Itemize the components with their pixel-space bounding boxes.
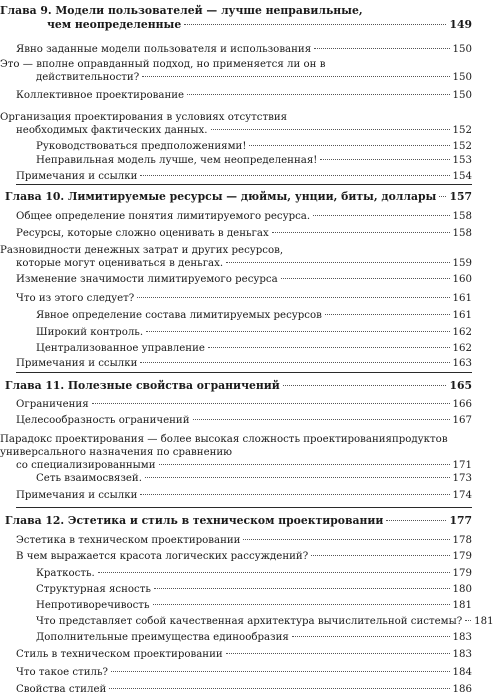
toc-entry-title-continued: со специализированными (16, 460, 156, 471)
dot-leader (243, 539, 449, 540)
page-number: 150 (452, 72, 472, 83)
page-number: 171 (452, 460, 472, 471)
toc-entry-title: Краткость. (36, 568, 95, 579)
toc-entry[interactable] (0, 244, 482, 269)
toc-entry-title: Примечания и ссылки (16, 490, 138, 501)
page-number: 162 (452, 327, 472, 338)
toc-entry-title: Неправильная модель лучше, чем неопределенная! (36, 155, 318, 166)
chapter-divider (16, 507, 472, 508)
dot-leader (92, 403, 450, 404)
dot-leader (320, 159, 449, 160)
toc-entry-title: Общее определение понятия лимитируемого ресурса. (16, 211, 311, 222)
page-number: 157 (449, 190, 472, 203)
toc-entry-title: Эстетика в техническом проектировании (16, 535, 241, 546)
dot-leader (146, 331, 449, 332)
toc-entry[interactable] (0, 58, 482, 83)
toc-entry-title: Глава 9. Модели пользователей — лучше неправильные, (0, 4, 363, 17)
toc-entry-title-continued: чем неопределенные (47, 18, 182, 31)
page-number: 162 (452, 343, 472, 354)
toc-entry-title-continued: действительности? (36, 72, 140, 83)
toc-entry-title: Изменение значимости лимитируемого ресурса (16, 274, 278, 285)
page-number: 165 (449, 379, 472, 392)
toc-entry-title: Руководствоваться предположениями! (36, 141, 247, 152)
toc-entry-title: Глава 12. Эстетика и стиль в техническом проектировании (5, 514, 384, 527)
page-number: 152 (452, 141, 472, 152)
dot-leader (140, 494, 449, 495)
toc-entry-title: Это — вполне оправданный подход, но применяется ли он в (0, 59, 326, 70)
dot-leader (159, 464, 450, 465)
page-number: 177 (449, 514, 472, 527)
toc-entry-title: Что представляет собой качественная архитектура вычислительной системы? (36, 616, 463, 627)
page-number: 158 (452, 211, 472, 222)
page-number: 181 (452, 600, 472, 611)
dot-leader (109, 688, 449, 689)
toc-entry-title: Дополнительные преимущества единообразия (36, 632, 289, 643)
dot-leader (98, 572, 450, 573)
toc-entry-title: Парадокс проектирования — более высокая сложность проектирования (0, 434, 392, 445)
dot-leader (140, 175, 449, 176)
dot-leader (154, 588, 450, 589)
toc-entry-title: Структурная ясность (36, 584, 151, 595)
dot-leader (184, 24, 446, 25)
page-number: 154 (452, 171, 472, 182)
page-number: 161 (452, 293, 472, 304)
dot-leader (325, 314, 450, 315)
toc-entry-title: Коллективное проектирование (16, 90, 185, 101)
dot-leader (208, 347, 450, 348)
page-number: 179 (452, 568, 472, 579)
page-number: 167 (452, 415, 472, 426)
page-number: 184 (452, 667, 472, 678)
dot-leader (153, 604, 450, 605)
dot-leader (226, 653, 450, 654)
toc-entry[interactable] (0, 111, 482, 136)
toc-entry-title: Разновидности денежных затрат и других ресурсов, (0, 245, 284, 256)
dot-leader (281, 278, 450, 279)
toc-entry-title: Глава 10. Лимитируемые ресурсы — дюймы, унции, биты, доллары (5, 190, 437, 203)
toc-chapter[interactable] (0, 4, 482, 31)
toc-entry-title: Что такое стиль? (16, 667, 108, 678)
dot-leader (211, 129, 450, 130)
dot-leader (226, 262, 449, 263)
dot-leader (272, 232, 450, 233)
toc-entry-title: Явное определение состава лимитируемых ресурсов (36, 310, 322, 321)
dot-leader (193, 419, 450, 420)
dot-leader (140, 362, 449, 363)
dot-leader (111, 671, 450, 672)
dot-leader (465, 620, 471, 621)
toc-entry-title: Широкий контроль. (36, 327, 144, 338)
page-number: 183 (452, 632, 472, 643)
dot-leader (137, 297, 449, 298)
page-number: 183 (452, 649, 472, 660)
toc-entry-title: Ресурсы, которые сложно оценивать в деньгах (16, 228, 269, 239)
dot-leader (142, 76, 449, 77)
page-number: 150 (452, 90, 472, 101)
page-number: 186 (452, 684, 472, 695)
page-number: 180 (452, 584, 472, 595)
toc-entry-title: В чем выражается красота логических рассуждений? (16, 551, 309, 562)
page-number: 166 (452, 399, 472, 410)
toc-entry-title: Примечания и ссылки (16, 358, 138, 369)
page-number: 178 (452, 535, 472, 546)
toc-entry-title: Свойства стилей (16, 684, 107, 695)
toc-entry-title: Целесообразность ограничений (16, 415, 190, 426)
page-number: 153 (452, 155, 472, 166)
dot-leader (311, 555, 449, 556)
toc-entry-title-continued: необходимых фактических данных. (16, 125, 208, 136)
dot-leader (292, 636, 450, 637)
toc-entry[interactable] (0, 433, 482, 471)
page-number: 160 (452, 274, 472, 285)
chapter-divider (16, 372, 472, 373)
toc-entry-title: Стиль в техническом проектировании (16, 649, 223, 660)
page-number: 161 (452, 310, 472, 321)
page-number: 152 (452, 125, 472, 136)
toc-entry-title-continued: которые могут оцениваться в деньгах. (16, 258, 224, 269)
page-number: 149 (449, 18, 472, 31)
toc-entry-title: Что из этого следует? (16, 293, 135, 304)
toc-entry-title-continued: продуктов универсального назначения по сравнению (0, 434, 448, 458)
dot-leader (314, 48, 449, 49)
page-number: 159 (452, 258, 472, 269)
toc-entry-title: Ограничения (16, 399, 89, 410)
toc-entry-title: Сеть взаимосвязей. (36, 473, 142, 484)
dot-leader (386, 520, 446, 521)
toc-entry-title: Явно заданные модели пользователя и использования (16, 44, 312, 55)
page-number: 174 (452, 490, 472, 501)
toc-entry-title: Примечания и ссылки (16, 171, 138, 182)
page-number: 173 (452, 473, 472, 484)
dot-leader (249, 145, 449, 146)
toc-entry-title: Глава 11. Полезные свойства ограничений (5, 379, 280, 392)
dot-leader (145, 477, 450, 478)
dot-leader (187, 94, 449, 95)
page-number: 158 (452, 228, 472, 239)
toc-entry-title: Непротиворечивость (36, 600, 150, 611)
page-number: 179 (452, 551, 472, 562)
page-number: 181 (474, 616, 494, 627)
toc-entry-title: Организация проектирования в условиях отсутствия (0, 112, 288, 123)
page-number: 150 (452, 44, 472, 55)
chapter-divider (16, 184, 472, 185)
dot-leader (283, 385, 447, 386)
page-number: 163 (452, 358, 472, 369)
dot-leader (439, 196, 446, 197)
dot-leader (313, 215, 449, 216)
toc-entry-title: Централизованное управление (36, 343, 205, 354)
